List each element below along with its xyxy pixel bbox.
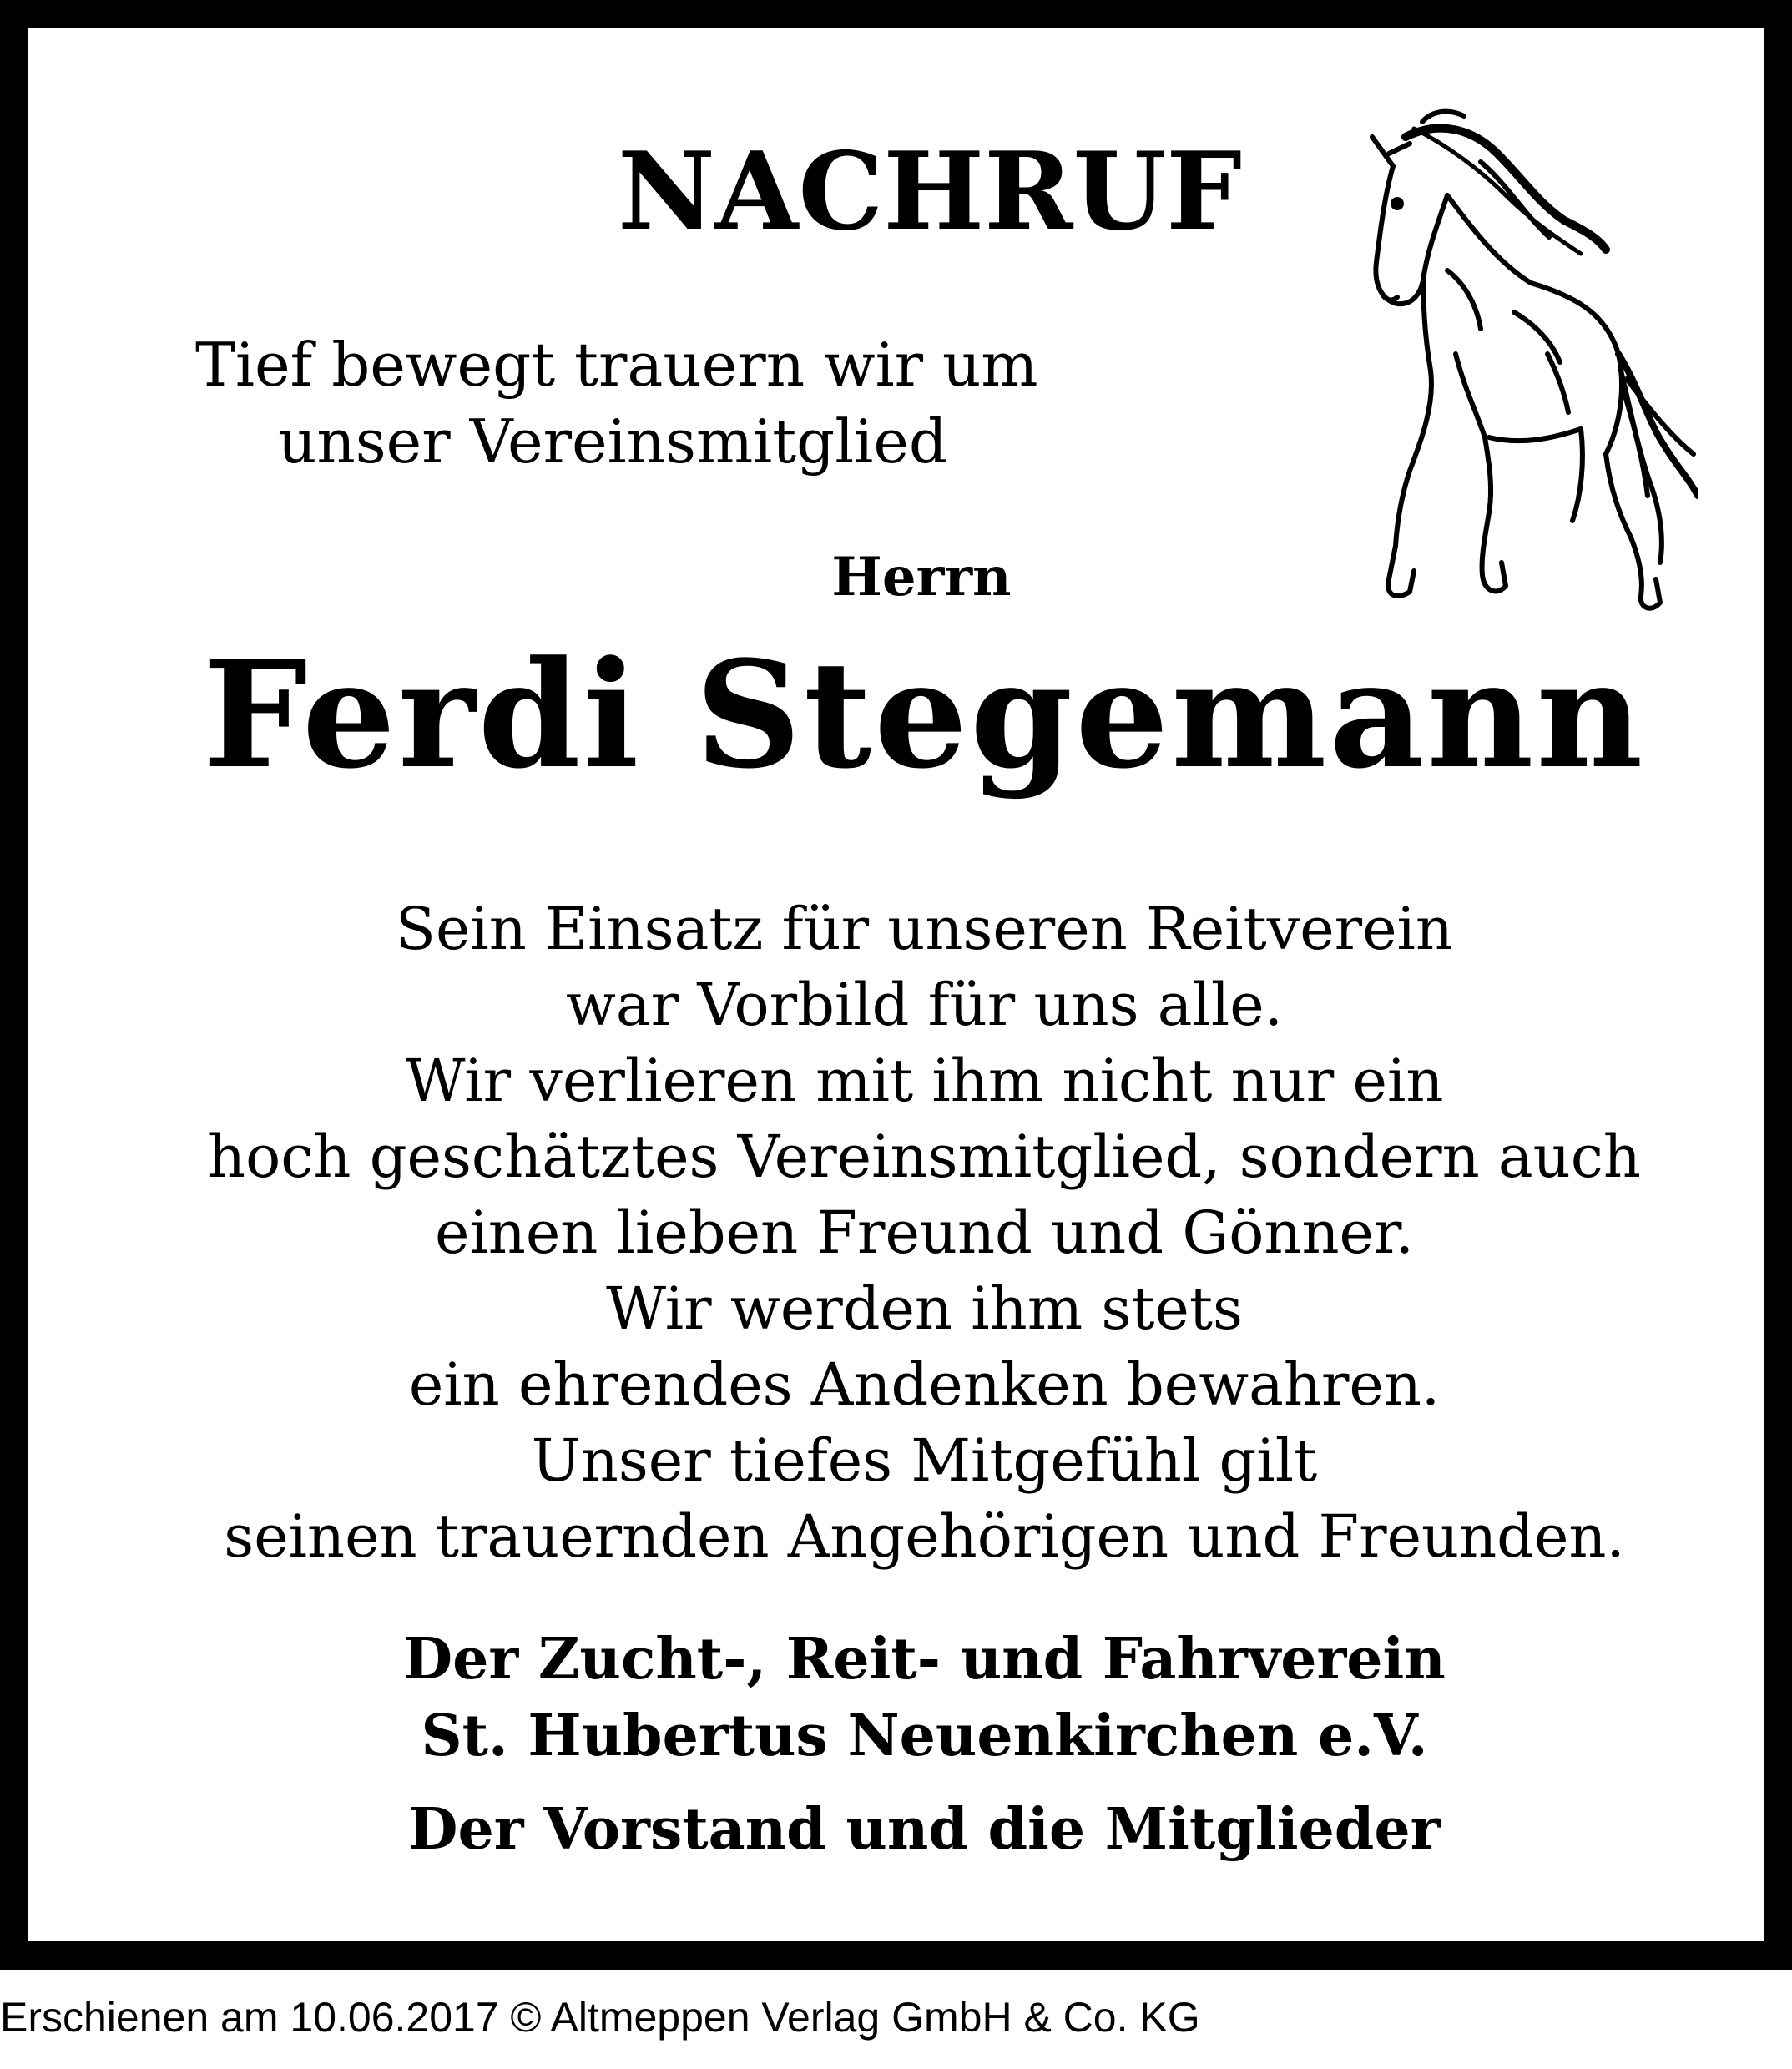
board-signature: Der Vorstand und die Mitglieder [408,1796,1441,1863]
notice-heading: NACHRUF [618,129,1242,255]
publication-footer: Erschienen am 10.06.2017 © Altmeppen Verlag GmbH & Co. KG [0,1994,1200,2041]
intro-line: Tief bewegt trauern wir um [195,330,1038,400]
intro-text [195,326,1038,480]
tribute-line: Wir verlieren mit ihm nicht nur ein [405,1047,1444,1115]
intro-line: unser Vereinsmitglied [277,406,948,477]
tribute-text [28,891,1792,1575]
tribute-line: war Vorbild für uns alle. [566,971,1283,1039]
tribute-line: Wir werden ihm stets [606,1274,1243,1343]
tribute-line: Unser tiefes Mitgefühl gilt [531,1426,1318,1495]
horse-illustration [1330,103,1698,638]
tribute-line: Sein Einsatz für unseren Reitverein [395,895,1453,963]
tribute-line: hoch geschätztes Vereinsmitglied, sondern auch [207,1123,1642,1191]
salutation: Herrn [831,546,1012,608]
deceased-name: Ferdi Stegemann [203,628,1646,801]
club-line: Der Zucht-, Reit- und Fahrverein [403,1626,1446,1693]
tribute-line: ein ehrendes Andenken bewahren. [408,1350,1441,1419]
club-signature [28,1621,1792,1774]
club-line: St. Hubertus Neuenkirchen e.V. [421,1703,1428,1769]
tribute-line: seinen trauernden Angehörigen und Freunden. [224,1502,1625,1571]
tribute-line: einen lieben Freund und Gönner. [434,1199,1414,1267]
